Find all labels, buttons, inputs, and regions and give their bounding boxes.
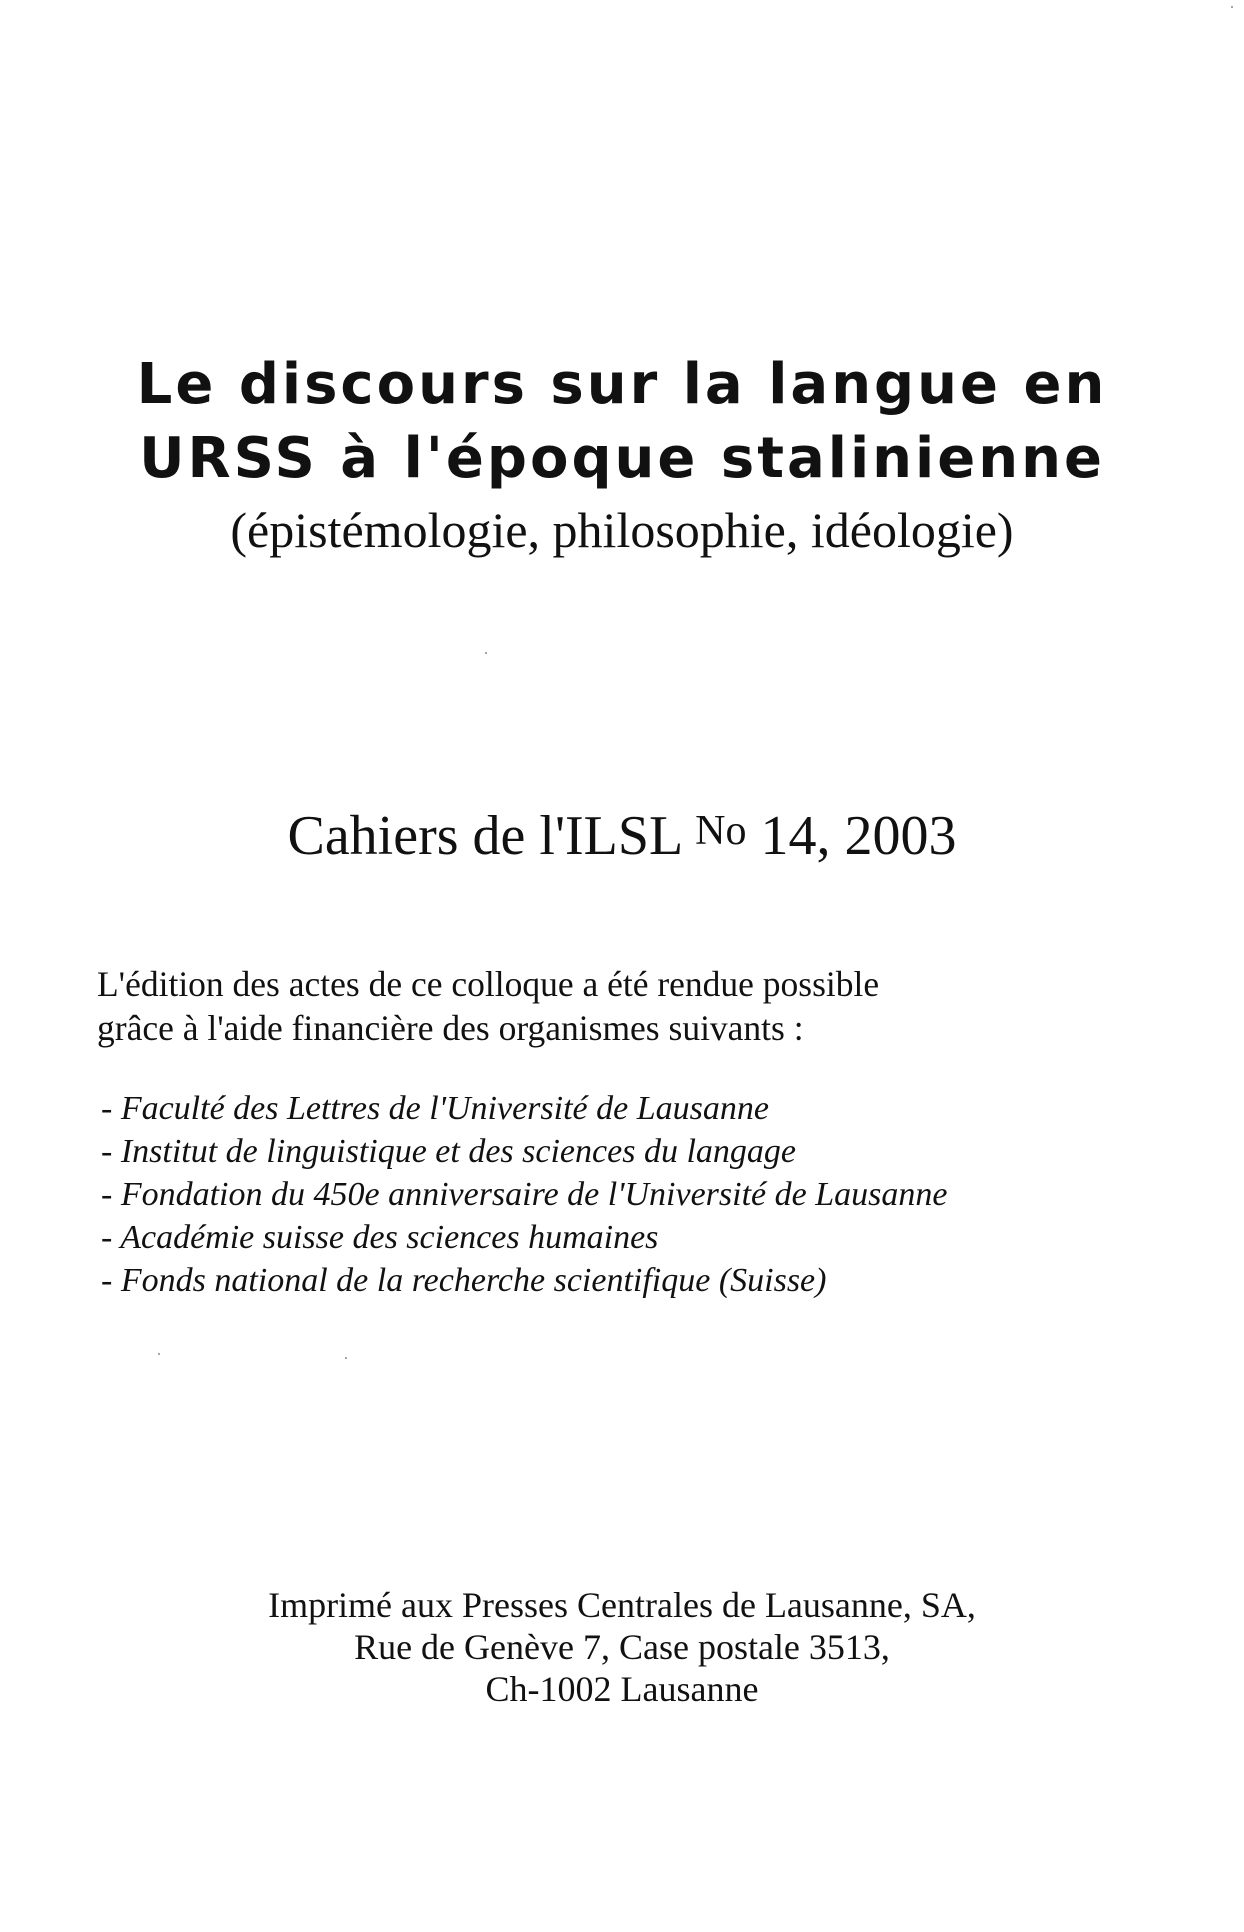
imprint-line-1: Imprimé aux Presses Centrales de Lausanne, SA, bbox=[268, 1585, 976, 1625]
book-subtitle: (épistémologie, philosophie, idéologie) bbox=[230, 502, 1014, 558]
imprint-line-2: Rue de Genève 7, Case postale 3513, bbox=[354, 1627, 890, 1667]
series-number-label: No bbox=[695, 808, 747, 854]
book-title-line-2: URSS à l'époque stalinienne bbox=[139, 426, 1105, 491]
sponsor-item: - Fonds national de la recherche scientifique (Suisse) bbox=[101, 1262, 827, 1299]
scan-speck bbox=[345, 1357, 347, 1359]
funding-intro-line-1: L'édition des actes de ce colloque a été rendue possible bbox=[97, 964, 880, 1004]
series-line bbox=[0, 796, 1244, 871]
book-title-line-1: Le discours sur la langue en bbox=[136, 352, 1108, 417]
sponsor-item: - Faculté des Lettres de l'Université de Lausanne bbox=[101, 1090, 769, 1127]
scan-speck bbox=[1231, 6, 1233, 8]
sponsor-list bbox=[101, 1087, 1211, 1302]
funding-intro-line-2: grâce à l'aide financière des organismes suivants : bbox=[97, 1008, 804, 1048]
series-number: 14, 2003 bbox=[760, 805, 957, 867]
sponsor-item: - Fondation du 450e anniversaire de l'Université de Lausanne bbox=[101, 1176, 948, 1213]
funding-intro bbox=[97, 962, 1197, 1050]
sponsor-item: - Institut de linguistique et des sciences du langage bbox=[101, 1133, 796, 1170]
imprint-line-3: Ch-1002 Lausanne bbox=[485, 1669, 759, 1709]
scan-speck bbox=[485, 652, 487, 654]
scan-speck bbox=[158, 1353, 160, 1355]
book-title-block bbox=[0, 348, 1244, 562]
series-name: Cahiers de l'ILSL bbox=[287, 805, 682, 867]
sponsor-item: - Académie suisse des sciences humaines bbox=[101, 1219, 659, 1256]
printer-imprint bbox=[0, 1584, 1244, 1710]
